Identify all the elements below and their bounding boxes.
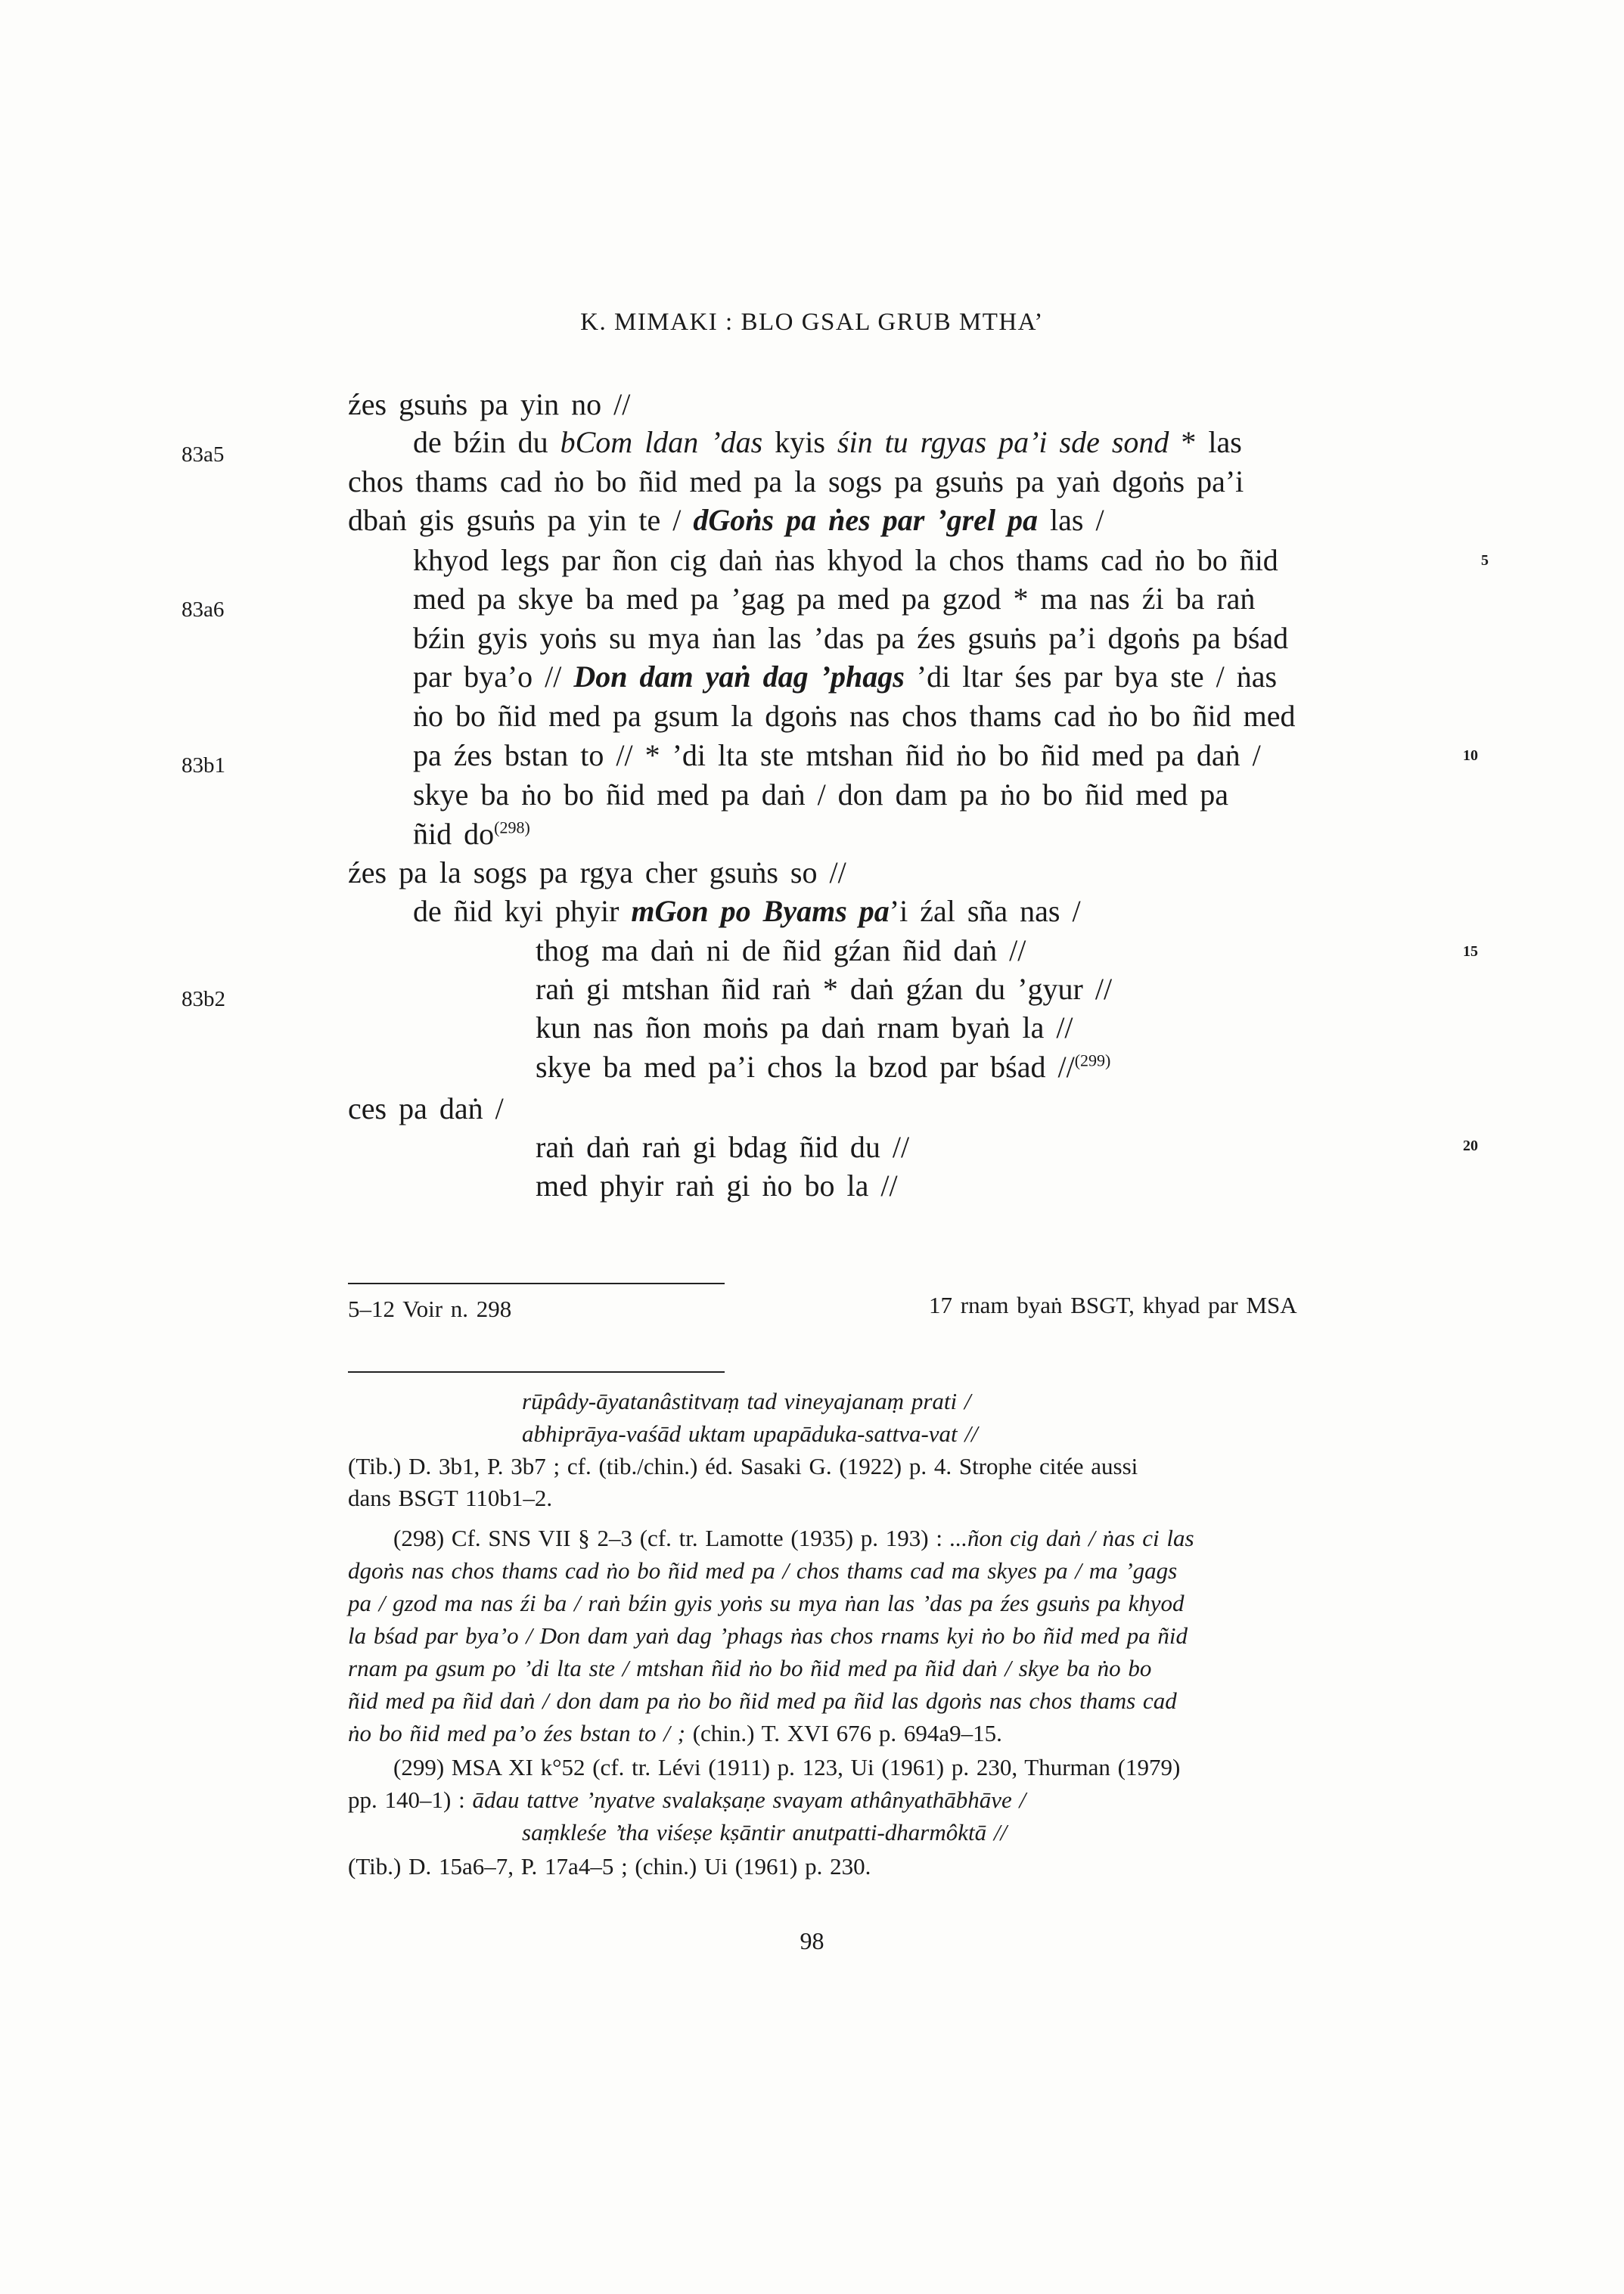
separator-rule bbox=[348, 1371, 725, 1373]
page-number: 98 bbox=[800, 1927, 824, 1954]
text-line: de bźin du bCom ldan ’das kyis śin tu rgyas pa’i sde sond * las bbox=[413, 425, 1242, 459]
text-line: źes pa la sogs pa rgya cher gsuṅs so // bbox=[348, 855, 846, 889]
margin-ref: 83a6 bbox=[182, 598, 225, 622]
verse-line: skye ba med pa’i chos la bzod par bśad //$^{(299)}$ bbox=[536, 1050, 1111, 1084]
verse-line: kun nas ñon moṅs pa daṅ rnam byaṅ la // bbox=[536, 1010, 1073, 1045]
footnote-line: (298) Cf. SNS VII § 2–3 (cf. tr. Lamotte (1935) p. 193) : ...ñon cig daṅ / ṅas ci las bbox=[393, 1525, 1194, 1551]
footnote-line: pp. 140–1) : ādau tattve ’nyatve svalakṣaṇe svayam athânyathābhāve / bbox=[348, 1786, 1026, 1813]
footnote-line: rūpâdy-āyatanâstitvaṃ tad vineyajanaṃ prati / bbox=[522, 1388, 971, 1414]
verse-line: raṅ daṅ raṅ gi bdag ñid du // bbox=[536, 1130, 910, 1164]
footnote-line: saṃkleśe ’tha viśeṣe kṣāntir anutpatti-dharmôktā // bbox=[522, 1819, 1008, 1845]
footnote-line: rnam pa gsum po ’di lta ste / mtshan ñid ṅo bo ñid med pa ñid daṅ / skye ba ṅo bo bbox=[348, 1655, 1152, 1681]
line-number: 15 bbox=[1463, 943, 1478, 960]
margin-ref: 83b1 bbox=[182, 753, 225, 778]
line-number: 20 bbox=[1463, 1138, 1478, 1154]
text-line: bźin gyis yoṅs su mya ṅan las ’das pa źes gsuṅs pa’i dgoṅs pa bśad bbox=[413, 621, 1289, 655]
verse-line: thog ma daṅ ni de ñid gźan ñid daṅ // bbox=[536, 933, 1026, 967]
footnote-line: (299) MSA XI k°52 (cf. tr. Lévi (1911) p. 123, Ui (1961) p. 230, Thurman (1979) bbox=[393, 1754, 1181, 1780]
text-line: med pa skye ba med pa ’gag pa med pa gzod * ma nas źi ba raṅ bbox=[413, 582, 1256, 616]
footnote-line: (Tib.) D. 15a6–7, P. 17a4–5 ; (chin.) Ui (1961) p. 230. bbox=[348, 1853, 871, 1880]
text-line: ṅo bo ñid med pa gsum la dgoṅs nas chos thams cad ṅo bo ñid med bbox=[413, 699, 1296, 733]
text-line: źes gsuṅs pa yin no // bbox=[348, 387, 631, 421]
footnote-ref: (299) bbox=[1074, 1051, 1111, 1070]
variant-note-right: 17 rnam byaṅ BSGT, khyad par MSA bbox=[929, 1292, 1297, 1318]
text-line: pa źes bstan to // * ’di lta ste mtshan ñid ṅo bo ñid med pa daṅ / bbox=[413, 738, 1261, 772]
text-line: ces pa daṅ / bbox=[348, 1091, 504, 1125]
running-header: K. MIMAKI : BLO GSAL GRUB MTHA’ bbox=[580, 309, 1044, 336]
footnote-line: (Tib.) D. 3b1, P. 3b7 ; cf. (tib./chin.) éd. Sasaki G. (1922) p. 4. Strophe citée aussi bbox=[348, 1453, 1138, 1479]
footnote-line: dgoṅs nas chos thams cad ṅo bo ñid med pa / chos thams cad ma skyes pa / ma ’gags bbox=[348, 1557, 1178, 1584]
verse-line: raṅ gi mtshan ñid raṅ * daṅ gźan du ’gyur // bbox=[536, 972, 1113, 1006]
text-line: de ñid kyi phyir mGon po Byams pa’i źal sña nas / bbox=[413, 894, 1081, 928]
text-line: chos thams cad ṅo bo ñid med pa la sogs pa gsuṅs pa yaṅ dgoṅs pa’i bbox=[348, 464, 1244, 498]
footnote-line: dans BSGT 110b1–2. bbox=[348, 1485, 553, 1511]
separator-rule bbox=[348, 1283, 725, 1284]
line-number: 5 bbox=[1481, 552, 1489, 569]
footnote-ref: (298) bbox=[494, 818, 530, 837]
verse-line: med phyir raṅ gi ṅo bo la // bbox=[536, 1169, 898, 1203]
footnote-line: ṅo bo ñid med pa’o źes bstan to / ; (chin.) T. XVI 676 p. 694a9–15. bbox=[348, 1720, 1002, 1746]
footnote-line: la bśad par bya’o / Don dam yaṅ dag ’phags ṅas chos rnams kyi ṅo bo ñid med pa ñid bbox=[348, 1622, 1188, 1649]
variant-note-left: 5–12 Voir n. 298 bbox=[348, 1296, 512, 1322]
text-line: par bya’o // Don dam yaṅ dag ’phags ’di ltar śes par bya ste / ṅas bbox=[413, 660, 1278, 694]
footnote-line: pa / gzod ma nas źi ba / raṅ bźin gyis yoṅs su mya ṅan las ’das pa źes gsuṅs pa khyod bbox=[348, 1590, 1185, 1616]
text-line: khyod legs par ñon cig daṅ ṅas khyod la chos thams cad ṅo bo ñid bbox=[413, 543, 1278, 577]
text-line: skye ba ṅo bo ñid med pa daṅ / don dam pa ṅo bo ñid med pa bbox=[413, 778, 1229, 812]
margin-ref: 83a5 bbox=[182, 442, 225, 467]
text-line: dbaṅ gis gsuṅs pa yin te / dGoṅs pa ṅes par ’grel pa las / bbox=[348, 503, 1104, 537]
line-number: 10 bbox=[1463, 747, 1478, 764]
text-line: ñid $do^{(298)}$ bbox=[413, 817, 530, 851]
margin-ref: 83b2 bbox=[182, 987, 225, 1011]
footnote-line: abhiprāya-vaśād uktam upapāduka-sattva-vat // bbox=[522, 1420, 978, 1447]
footnote-line: ñid med pa ñid daṅ / don dam pa ṅo bo ñid med pa ñid las dgoṅs nas chos thams cad bbox=[348, 1687, 1177, 1714]
